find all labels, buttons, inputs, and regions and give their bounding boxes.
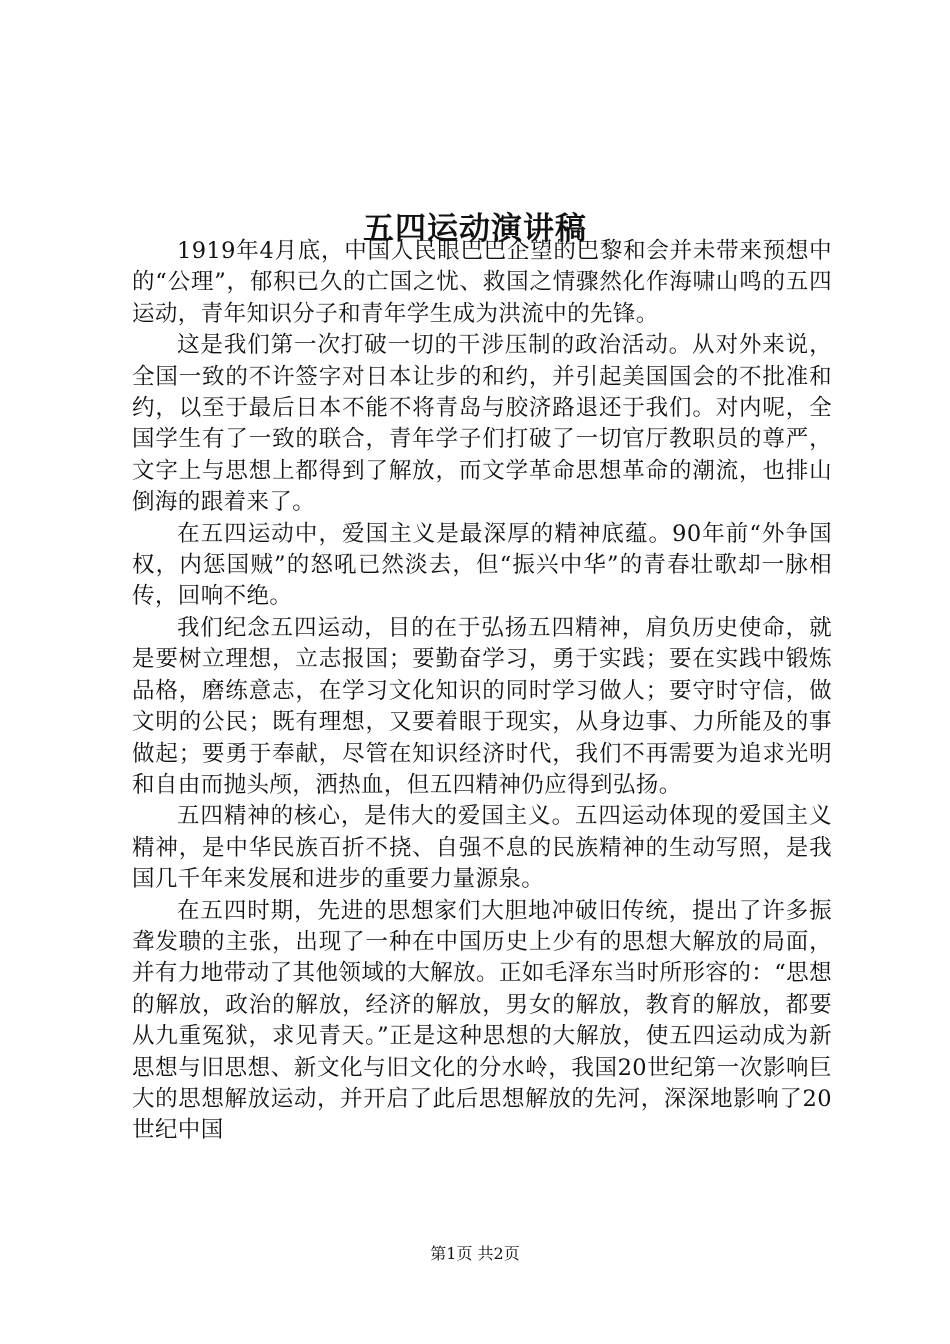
page-number-footer: 第1页 共2页 [430, 1244, 520, 1263]
paragraph-4: 我们纪念五四运动，目的在于弘扬五四精神，肩负历史使命，就是要树立理想，立志报国；要勤奋学习，勇于实践；要在实践中锻炼品格，磨练意志，在学习文化知识的同时学习做人；要守时守信，做文明的公民；既有理想，又要着眼于现实，从身边事、力所能及的事做起；要勇于奉献，尽管在知识经济时代，我们不再需要为追求光明和自由而抛头颅，洒热血，但五四精神仍应得到弘扬。 [132, 614, 832, 798]
paragraph-2: 这是我们第一次打破一切的干涉压制的政治活动。从对外来说，全国一致的不许签字对日本让步的和约，并引起美国国会的不批准和约，以至于最后日本不能不将青岛与胶济路退还于我们。对内呢，全国学生有了一致的联合，青年学子们打破了一切官厅教职员的尊严，文字上与思想上都得到了解放，而文学革命思想革命的潮流，也排山倒海的跟着来了。 [132, 332, 832, 516]
document-body [132, 236, 832, 1147]
paragraph-1: 1919年4月底，中国人民眼巴巴企望的巴黎和会并未带来预想中的“公理”，郁积已久的亡国之忧、救国之情骤然化作海啸山鸣的五四运动，青年知识分子和青年学生成为洪流中的先锋。 [132, 238, 832, 327]
document-title: 五四运动演讲稿 [363, 210, 587, 247]
paragraph-3: 在五四运动中，爱国主义是最深厚的精神底蕴。90年前“外争国权，内惩国贼”的怒吼已然淡去，但“振兴中华”的青春壮歌却一脉相传，回响不绝。 [132, 520, 832, 610]
paragraph-6: 在五四时期，先进的思想家们大胆地冲破旧传统，提出了许多振聋发聩的主张，出现了一种在中国历史上少有的思想大解放的局面，并有力地带动了其他领域的大解放。正如毛泽东当时所形容的：“思想的解放，政治的解放，经济的解放，男女的解放，教育的解放，都要从九重冤狱，求见青天。”正是这种思想的大解放，使五四运动成为新思想与旧思想、新文化与旧文化的分水岭，我国20世纪第一次影响巨大的思想解放运动，并开启了此后思想解放的先河，深深地影响了20世纪中国 [132, 897, 832, 1144]
paragraph-5: 五四精神的核心，是伟大的爱国主义。五四运动体现的爱国主义精神，是中华民族百折不挠、自强不息的民族精神的生动写照，是我国几千年来发展和进步的重要力量源泉。 [132, 803, 832, 893]
